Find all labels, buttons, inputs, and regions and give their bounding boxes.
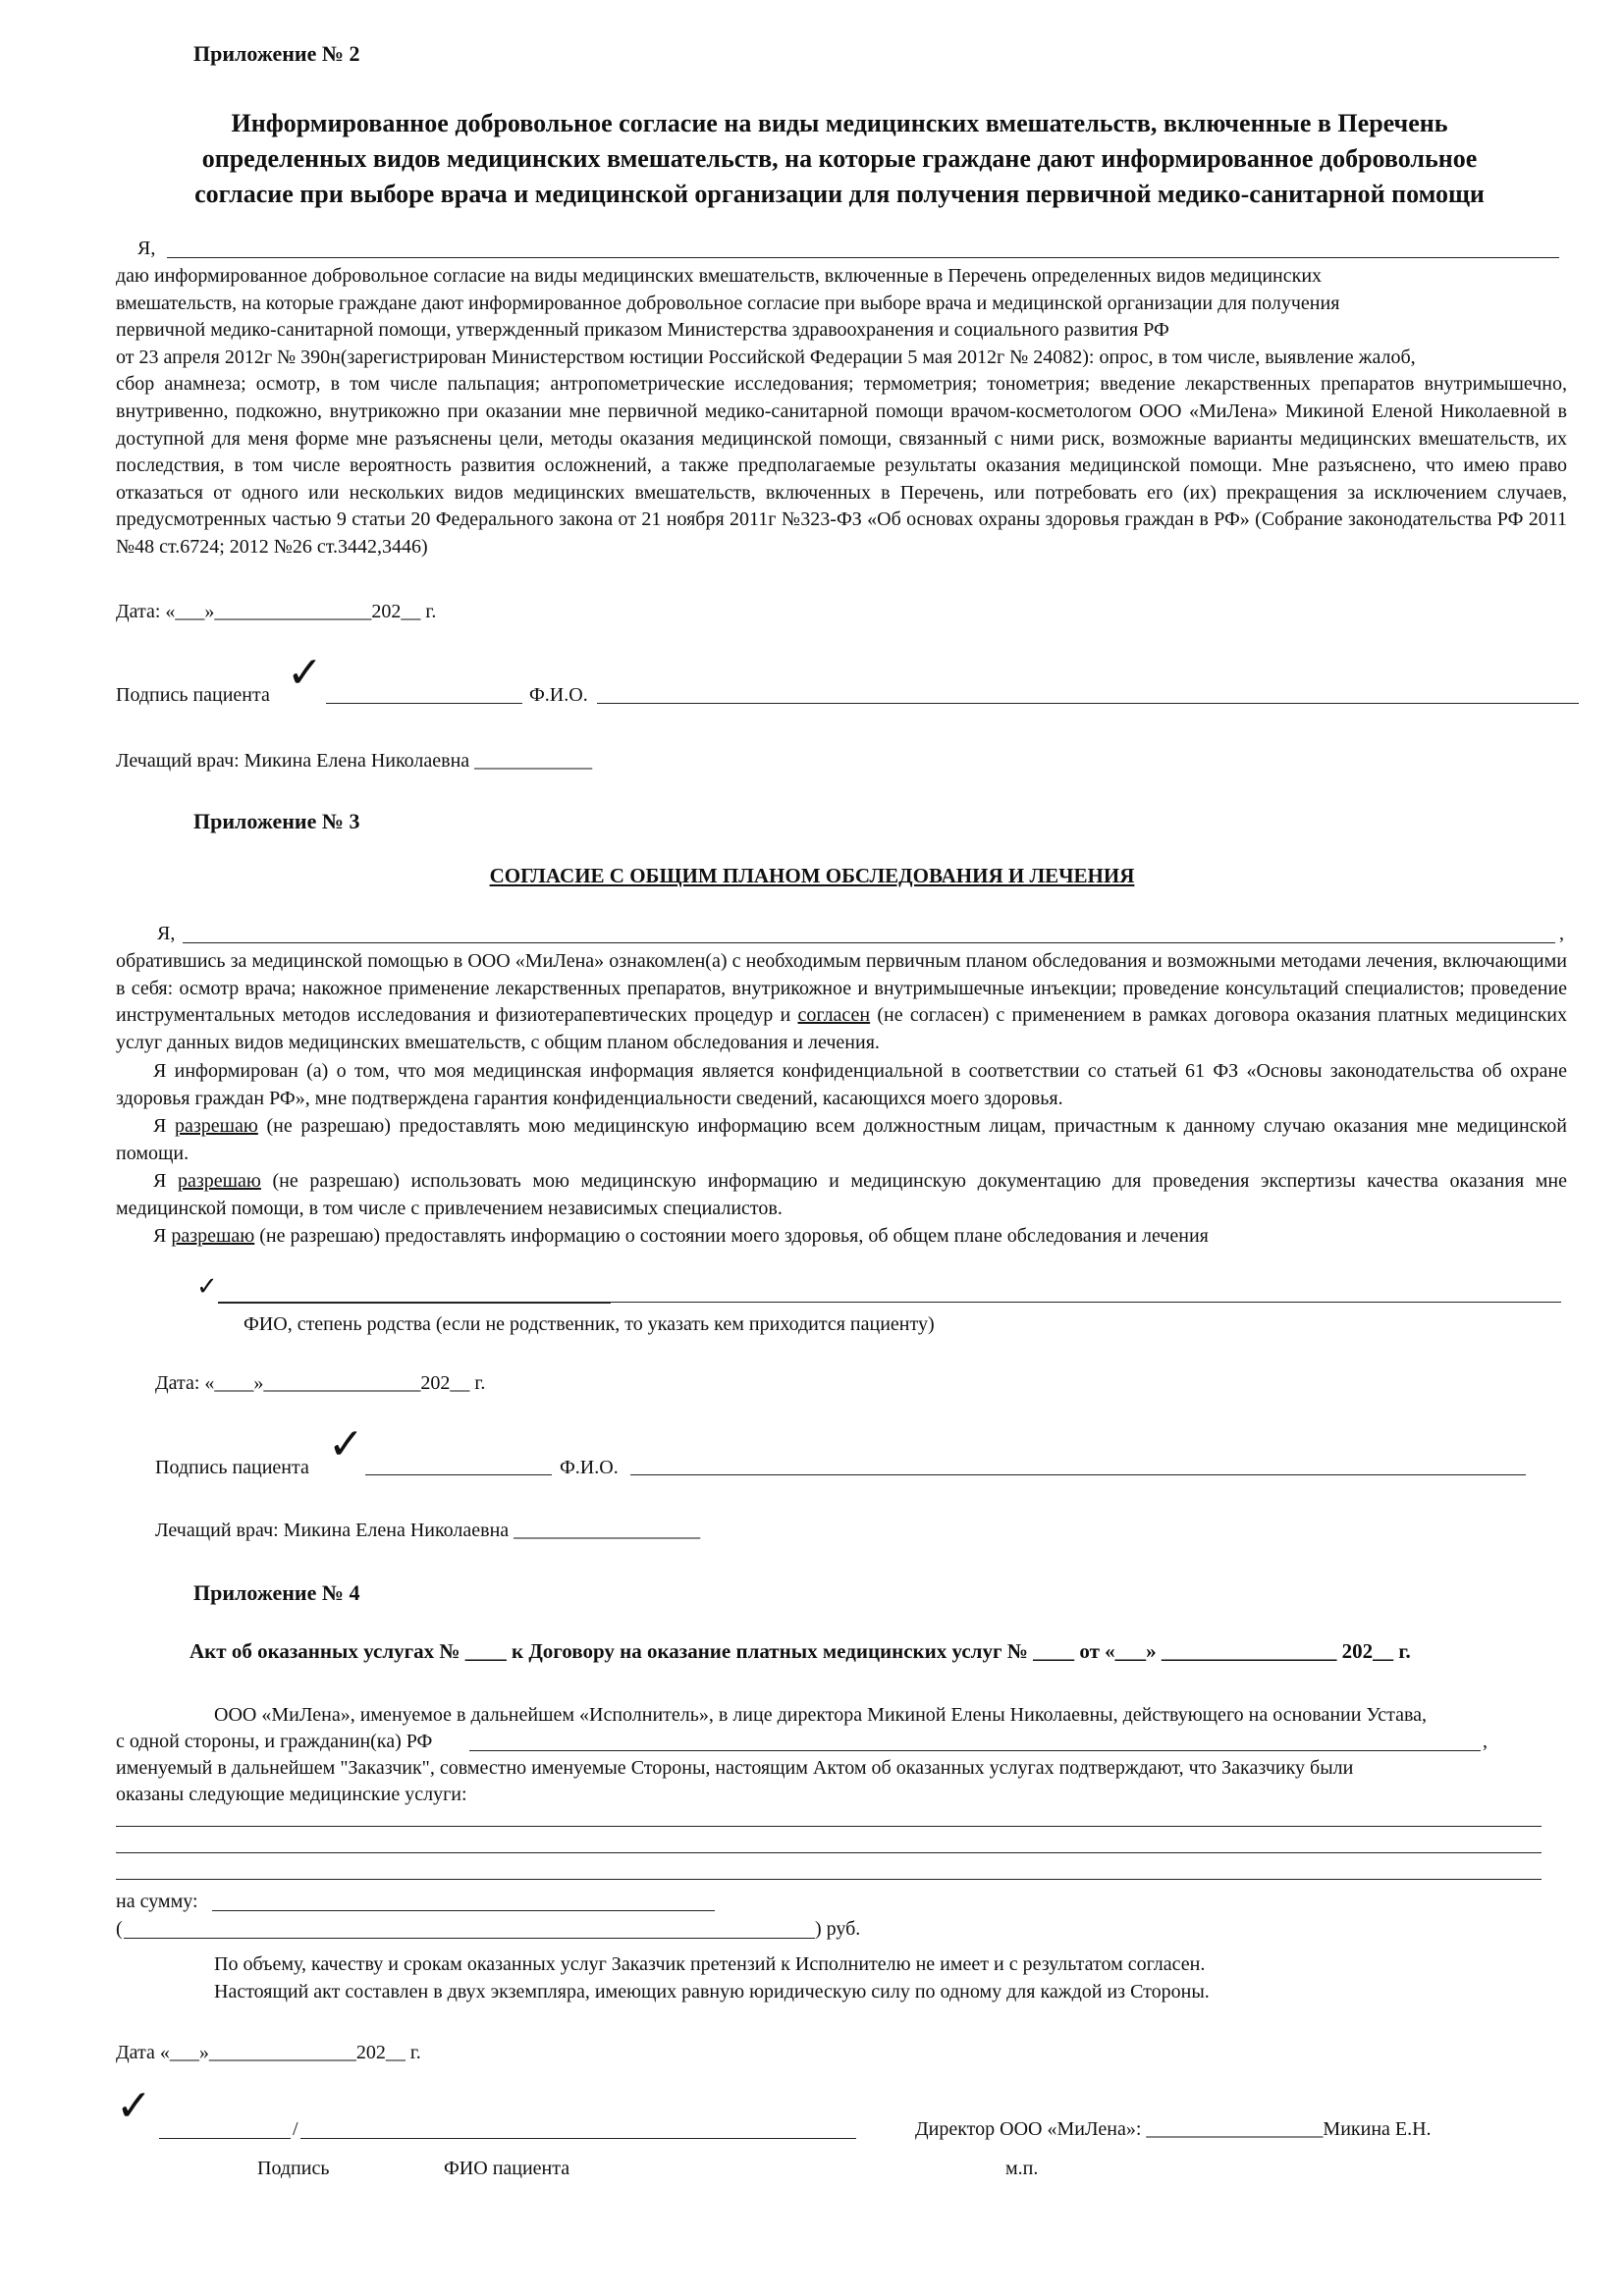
stamp-place: м.п. (1005, 2158, 1039, 2179)
date-line: Дата «___»_______________202__ г. (116, 2042, 421, 2063)
confidentiality-paragraph: Я информирован (а) о том, что моя медицинская информация является конфиденциальной в соответствии со статьей 61 ФЗ «Основы законодательства об охране здоровья граждан РФ», мне подтверждена гарантия конфиденциальности сведений, касающихся моего здоровья. (116, 1060, 1567, 1109)
check-icon: ✓ (287, 649, 323, 697)
appendix-3-heading: Приложение № 3 (193, 809, 360, 833)
plan-paragraph (116, 948, 1567, 1056)
signature-caption: Подпись (257, 2158, 330, 2179)
date-line: Дата: «___»________________202__ г. (116, 601, 437, 622)
fio-label: Ф.И.О. (529, 684, 588, 706)
patient-signature-field[interactable] (365, 1474, 552, 1475)
act-line: ООО «МиЛена», именуемое в дальнейшем «Исполнитель», в лице директора Микиной Елены Николаевны, действующего на основании Устава, (214, 1704, 1428, 1726)
relative-fio-field[interactable] (218, 1302, 611, 1304)
check-icon: ✓ (328, 1420, 364, 1468)
permit-text: (не разрешаю) использовать мою медицинскую информацию и медицинскую документацию для проведения экспертизы качества оказания мне медицинской помощи, в том числе с привлечением независимых специалистов. (116, 1170, 1568, 1219)
claims-text: По объему, качеству и срокам оказанных услуг Заказчик претензий к Исполнителю не имеет и с результатом согласен. (214, 1953, 1206, 1975)
relative-fio-field-ext[interactable] (611, 1302, 1561, 1303)
director-signature: Директор ООО «МиЛена»: __________________Микина Е.Н. (915, 2118, 1432, 2140)
rub-label: ) руб. (815, 1918, 861, 1940)
permit-option[interactable]: разрешаю (171, 1225, 255, 1247)
patient-name-field[interactable] (167, 257, 1559, 258)
act-title: Акт об оказанных услугах № ____ к Договору на оказание платных медицинских услуг № ____ от «___» _________________ 202__ г. (189, 1639, 1411, 1663)
act-line: именуемый в дальнейшем "Заказчик", совместно именуемые Стороны, настоящим Актом об оказанных услугах подтверждают, что Заказчику были (116, 1757, 1354, 1779)
permit-text: (не разрешаю) предоставлять информацию о состоянии моего здоровья, об общем плане обследования и лечения (254, 1225, 1209, 1247)
patient-signature-label: Подпись пациента (155, 1457, 309, 1478)
appendix-2-body (116, 263, 1569, 561)
slash: / (293, 2118, 298, 2140)
patient-fio-field[interactable] (630, 1474, 1526, 1475)
body-line: даю информированное добровольное согласие на виды медицинских вмешательств, включенные в Перечень определенных видов медицинских (116, 265, 1323, 287)
act-line: оказаны следующие медицинские услуги: (116, 1784, 467, 1805)
services-line[interactable] (116, 1852, 1542, 1853)
act-line: с одной стороны, и гражданин(ка) РФ (116, 1731, 433, 1752)
date-line: Дата: «____»________________202__ г. (155, 1372, 486, 1394)
body-paragraph: сбор анамнеза; осмотр, в том числе пальпация; антропометрические исследования; термометрия; тонометрия; введение лекарственных препаратов внутримышечно, внутривенно, подкожно, внутрикожно при оказании мне первичной медико-санитарной помощи врачом-косметологом ООО «МиЛена» Микиной Еленой Николаевной в доступной для меня форме мне разъяснены цели, методы оказания медицинской помощи, связанный с ними риск, возможные варианты медицинских вмешательств, их последствия, в том числе вероятность развития осложнений, а также предполагаемые результаты оказания медицинской помощи. Мне разъяснено, что имею право отказаться от одного или нескольких видов медицинских вмешательств, включенных в Перечень, или потребовать его (их) прекращения за исключением случаев, предусмотренных частью 9 статьи 20 Федерального закона от 21 ноября 2011г №323-ФЗ «Об основах охраны здоровья граждан в РФ» (Собрание законодательства РФ 2011 №48 ст.6724; 2012 №26 ст.3442,3446) (116, 373, 1567, 558)
plan-text: обратившись за медицинской помощью в ООО «МиЛена» ознакомлен(а) с необходимым первичным планом обследования и возможными методами лечения, включающими в себя: осмотр врача; накожное применение лекарственных препаратов, внутрикожное и внутримышечные инъекции; проведение консультаций специалистов; проведение инструментальных методов исследования и физиотерапевтических процедур и (116, 950, 1567, 1027)
comma: , (1559, 923, 1564, 944)
patient-signature-label: Подпись пациента (116, 684, 270, 706)
agree-option[interactable]: согласен (797, 1004, 871, 1027)
signature-field[interactable] (159, 2138, 291, 2139)
title-line: определенных видов медицинских вмешательств, на которые граждане дают информированное добровольное (201, 143, 1478, 173)
services-line[interactable] (116, 1879, 1542, 1880)
appendix-2-heading: Приложение № 2 (193, 41, 360, 66)
i-label: Я, (157, 923, 176, 944)
patient-name-field[interactable] (183, 942, 1555, 943)
attending-doctor: Лечащий врач: Микина Елена Николаевна ____________ (116, 750, 593, 772)
appendix-2-title (137, 106, 1542, 212)
comma: , (1483, 1731, 1488, 1752)
sum-label: на сумму: (116, 1891, 198, 1912)
patient-signature-field[interactable] (326, 703, 522, 704)
permit-option[interactable]: разрешаю (177, 1170, 261, 1192)
sum-field[interactable] (212, 1910, 715, 1911)
permit-text: (не разрешаю) предоставлять мою медицинскую информацию всем должностным лицам, причастным к данному случаю оказания мне медицинской помощи. (116, 1115, 1567, 1164)
attending-doctor: Лечащий врач: Микина Елена Николаевна ___________________ (155, 1520, 701, 1541)
ya: Я (153, 1115, 175, 1137)
title-line: согласие при выборе врача и медицинской организации для получения первичной медико-санитарной помощи (194, 179, 1485, 208)
permit-option[interactable]: разрешаю (174, 1115, 258, 1137)
plan-text-end: (не согласен) с применением в рамках договора оказания платных медицинских услуг данных видов медицинских вмешательств, с общим планом обследования и лечения. (116, 1004, 1567, 1053)
i-label: Я, (137, 238, 156, 259)
check-icon: ✓ (196, 1272, 218, 1301)
patient-fio-field[interactable] (597, 703, 1579, 704)
title-line: Информированное добровольное согласие на виды медицинских вмешательств, включенные в Перечень (231, 109, 1448, 137)
body-line: от 23 апреля 2012г № 390н(зарегистрирован Министерством юстиции Российской Федерации 5 мая 2012г № 24082): опрос, в том числе, выявление жалоб, (116, 346, 1416, 368)
paren-open: ( (116, 1918, 123, 1940)
appendix-4-heading: Приложение № 4 (193, 1580, 360, 1605)
copies-text: Настоящий акт составлен в двух экземпляра, имеющих равную юридическую силу по одному для каждой из Стороны. (214, 1981, 1210, 2002)
relative-caption: ФИО, степень родства (если не родственник, то указать кем приходится пациенту) (244, 1313, 935, 1335)
services-line[interactable] (116, 1826, 1542, 1827)
permit-paragraph-3 (116, 1223, 1567, 1251)
ya: Я (153, 1225, 172, 1247)
fio-caption: ФИО пациента (444, 2158, 570, 2179)
ya: Я (153, 1170, 178, 1192)
sum-words-field[interactable] (124, 1938, 815, 1939)
patient-fio-field[interactable] (300, 2138, 856, 2139)
body-line: вмешательств, на которые граждане дают информированное добровольное согласие при выборе врача и медицинской организации для получения (116, 292, 1340, 314)
consent-plan-title: СОГЛАСИЕ С ОБЩИМ ПЛАНОМ ОБСЛЕДОВАНИЯ И ЛЕЧЕНИЯ (489, 864, 1135, 887)
permit-paragraph-2 (116, 1168, 1567, 1222)
permit-paragraph-1 (116, 1113, 1567, 1167)
body-line: первичной медико-санитарной помощи, утвержденный приказом Министерства здравоохранения и социального развития РФ (116, 319, 1169, 342)
fio-label: Ф.И.О. (560, 1457, 619, 1478)
check-icon: ✓ (116, 2082, 152, 2130)
customer-name-field[interactable] (469, 1750, 1481, 1751)
